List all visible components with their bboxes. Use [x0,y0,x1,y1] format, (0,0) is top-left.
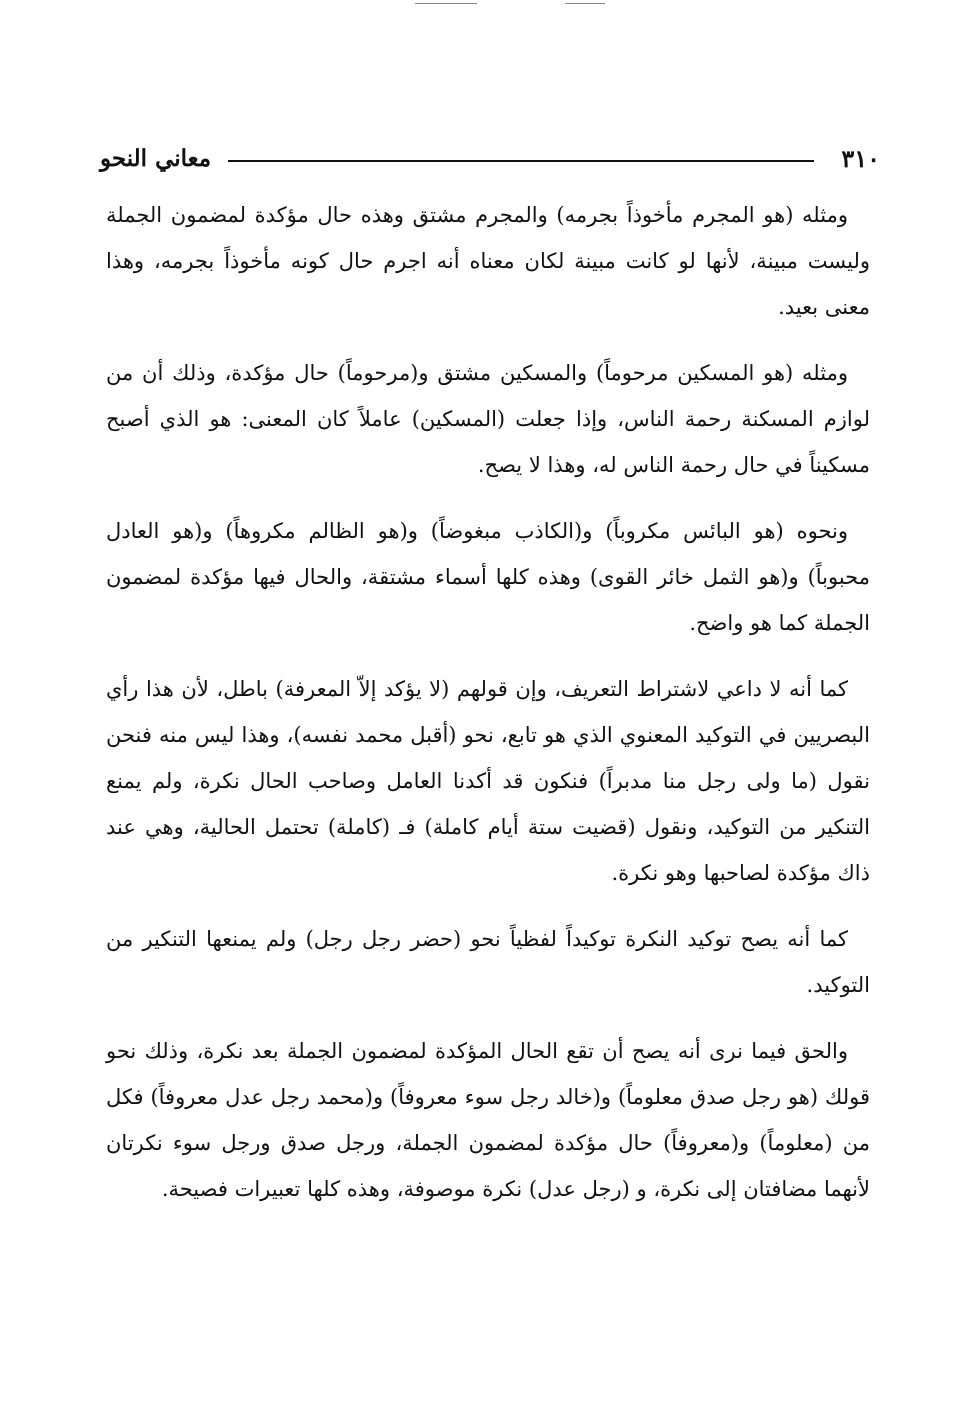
paragraph: ومثله (هو المجرم مأخوذاً بجرمه) والمجرم مشتق وهذه حال مؤكدة لمضمون الجملة وليست مبينة، لأنها لو كانت مبينة لكان معناه أنه اجرم حال كونه مأخوذاً بجرمه، وهذا معنى بعيد. [106,203,870,319]
body-text [106,192,870,1232]
paragraph: كما أنه يصح توكيد النكرة توكيداً لفظياً نحو (حضر رجل رجل) ولم يمنعها التنكير من التوكيد. [106,927,870,997]
page-header [100,142,880,182]
paragraph: ونحوه (هو البائس مكروباً) و(الكاذب مبغوضاً) و(هو الظالم مكروهاً) و(هو العادل محبوباً) و(هو الثمل خائر القوى) وهذه كلها أسماء مشتقة، والحال فيها مؤكدة لمضمون الجملة كما هو واضح. [106,519,870,635]
paragraph: ومثله (هو المسكين مرحوماً) والمسكين مشتق و(مرحوماً) حال مؤكدة، وذلك أن من لوازم المسكنة رحمة الناس، وإذا جعلت (المسكين) عاملاً كان المعنى: هو الذي أصبح مسكيناً في حال رحمة الناس له، وهذا لا يصح. [106,361,870,477]
running-title: معاني النحو [100,145,212,172]
scan-edge-marks [415,0,615,10]
paragraph: كما أنه لا داعي لاشتراط التعريف، وإن قولهم (لا يؤكد إلاّ المعرفة) باطل، لأن هذا رأي البصريين في التوكيد المعنوي الذي هو تابع، نحو (أقبل محمد نفسه)، وهذا ليس منه فنحن نقول (ما ولى رجل منا مدبراً) فنكون قد أكدنا العامل وصاحب الحال نكرة، ولم يمنع التنكير من التوكيد، ونقول (قضيت ستة أيام كاملة) فـ (كاملة) تحتمل الحالية، وهي عند ذاك مؤكدة لصاحبها وهو نكرة. [106,677,870,885]
paragraph: والحق فيما نرى أنه يصح أن تقع الحال المؤكدة لمضمون الجملة بعد نكرة، وذلك نحو قولك (هو رجل صدق معلوماً) و(خالد رجل سوء معروفاً) و(محمد رجل عدل معروفاً) فكل من (معلوماً) و(معروفاً) حال مؤكدة لمضمون الجملة، ورجل صدق ورجل سوء نكرتان لأنهما مضافتان إلى نكرة، و (رجل عدل) نكرة موصوفة، وهذه كلها تعبيرات فصيحة. [106,1039,870,1201]
header-rule [228,160,814,162]
page-number: ٣١٠ [841,144,880,173]
